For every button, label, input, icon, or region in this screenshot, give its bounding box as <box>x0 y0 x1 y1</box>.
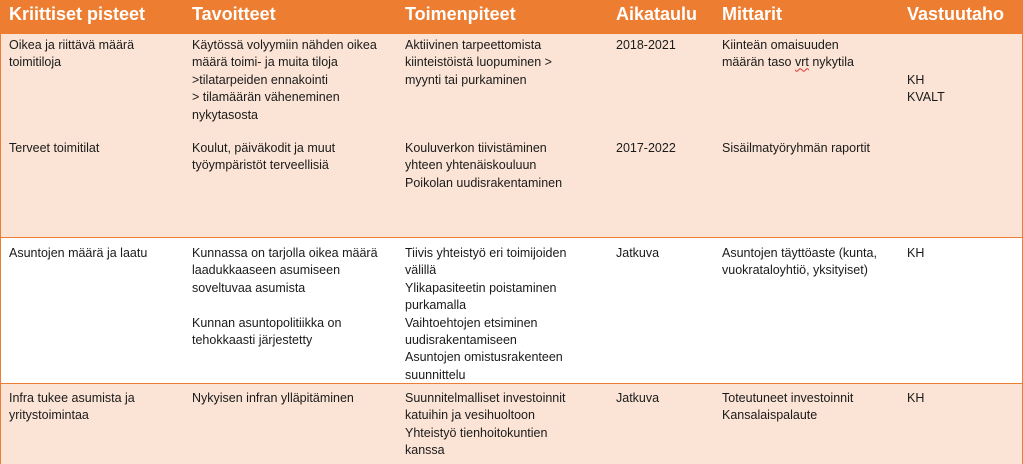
cell-line: Tiivis yhteistyö eri toimijoiden <box>405 246 567 260</box>
cell-line: kiinteistöistä luopuminen > <box>405 55 552 70</box>
table-cell-aikataulu <box>616 37 676 54</box>
table-cell-tavoitteet <box>192 390 354 407</box>
table-cell-vastuutaho <box>907 390 924 407</box>
cell-line: KH <box>907 246 925 260</box>
cell-line: Vaihtoehtojen etsiminen <box>405 315 538 330</box>
cell-line: yritystoimintaa <box>9 408 89 423</box>
cell-line: Asuntojen määrä ja laatu <box>9 246 148 260</box>
paragraph-gap <box>192 297 378 314</box>
cell-line: välillä <box>405 263 437 278</box>
cell-line: Infra tukee asumista ja <box>9 391 135 405</box>
cell-line: nykytasosta <box>192 107 259 122</box>
cell-line: KVALT <box>907 90 945 105</box>
cell-line: katuihin ja vesihuoltoon <box>405 408 535 423</box>
cell-line: laadukkaaseen asumiseen <box>192 263 341 278</box>
cell-line: Toteutuneet investoinnit <box>722 391 854 405</box>
table-cell-kriittiset <box>9 37 134 72</box>
cell-line: 2018-2021 <box>616 38 676 52</box>
cell-line: Koulut, päiväkodit ja muut <box>192 141 336 155</box>
table-cell-kriittiset <box>9 245 147 262</box>
cell-line: vuokrataloyhtiö, yksityiset) <box>722 263 868 278</box>
table-cell-toimenpiteet <box>405 245 566 384</box>
header-kriittiset-pisteet: Kriittiset pisteet <box>9 4 146 24</box>
table-header-row <box>0 0 1023 34</box>
table-cell-aikataulu <box>616 245 659 262</box>
cell-line: Jatkuva <box>616 391 660 405</box>
cell-line: 2017-2022 <box>616 141 676 155</box>
table-cell-kriittiset <box>9 390 135 425</box>
cell-line: toimitiloja <box>9 55 62 70</box>
cell-line: KH <box>907 73 925 87</box>
header-tavoitteet: Tavoitteet <box>192 4 276 24</box>
table-cell-kriittiset <box>9 140 99 157</box>
cell-line: Jatkuva <box>616 246 660 260</box>
cell-line: työympäristöt terveellisiä <box>192 158 329 173</box>
header-vastuutaho: Vastuutaho <box>907 4 1005 24</box>
table-cell-mittarit <box>722 390 853 425</box>
row-divider <box>0 237 1023 238</box>
cell-line: Kouluverkon tiivistäminen <box>405 141 547 155</box>
header-toimenpiteet: Toimenpiteet <box>405 4 516 24</box>
cell-line: suunnittelu <box>405 367 466 382</box>
table-cell-vastuutaho <box>907 245 924 262</box>
table-cell-tavoitteet <box>192 245 378 349</box>
cell-line: Kunnassa on tarjolla oikea määrä <box>192 246 378 260</box>
cell-line: > tilamäärän väheneminen <box>192 90 340 105</box>
table-cell-toimenpiteet <box>405 37 552 89</box>
cell-line: Terveet toimitilat <box>9 141 100 155</box>
cell-line: Oikea ja riittävä määrä <box>9 38 135 52</box>
table-cell-tavoitteet <box>192 140 335 175</box>
table-cell-aikataulu <box>616 390 659 407</box>
cell-line: Kansalaispalaute <box>722 408 818 423</box>
cell-text: määrän taso <box>722 55 795 70</box>
cell-line: Nykyisen infran ylläpitäminen <box>192 391 354 405</box>
cell-line: määrä toimi- ja muita tiloja <box>192 55 338 70</box>
cell-line: kanssa <box>405 443 445 458</box>
cell-line: purkamalla <box>405 298 467 313</box>
cell-line: Poikolan uudisrakentaminen <box>405 175 563 190</box>
cell-line: Asuntojen täyttöaste (kunta, <box>722 246 877 260</box>
cell-line: myynti tai purkaminen <box>405 72 527 87</box>
table-cell-mittarit <box>722 140 870 157</box>
table-cell-toimenpiteet <box>405 390 566 460</box>
cell-line: Käytössä volyymiin nähden oikea <box>192 38 377 52</box>
cell-line: Aktiivinen tarpeettomista <box>405 38 542 52</box>
table-cell-mittarit <box>722 37 854 72</box>
cell-line: Asuntojen omistusrakenteen <box>405 350 563 365</box>
cell-line: tehokkaasti järjestetty <box>192 332 313 347</box>
cell-line: yhteen yhtenäiskouluun <box>405 158 537 173</box>
header-aikataulu: Aikataulu <box>616 4 698 24</box>
table-cell-toimenpiteet <box>405 140 562 192</box>
cell-line: Sisäilmatyöryhmän raportit <box>722 141 870 155</box>
spellcheck-flag: vrt <box>794 55 809 70</box>
cell-line: Yhteistyö tienhoitokuntien <box>405 425 548 440</box>
header-mittarit: Mittarit <box>722 4 782 24</box>
table-cell-tavoitteet <box>192 37 377 124</box>
cell-text: nykytila <box>808 55 855 70</box>
table-cell-vastuutaho <box>907 72 945 107</box>
cell-line <box>722 54 854 71</box>
cell-line: Suunnitelmalliset investoinnit <box>405 391 566 405</box>
cell-line: >tilatarpeiden ennakointi <box>192 72 328 87</box>
cell-line: Kunnan asuntopolitiikka on <box>192 315 342 330</box>
cell-line: KH <box>907 391 925 405</box>
cell-line: uudisrakentamiseen <box>405 332 517 347</box>
table-cell-aikataulu <box>616 140 676 157</box>
table-left-border <box>0 34 1 464</box>
cell-line: Kiinteän omaisuuden <box>722 38 839 52</box>
cell-line: Ylikapasiteetin poistaminen <box>405 280 557 295</box>
cell-line: soveltuvaa asumista <box>192 280 306 295</box>
table-cell-mittarit <box>722 245 877 280</box>
